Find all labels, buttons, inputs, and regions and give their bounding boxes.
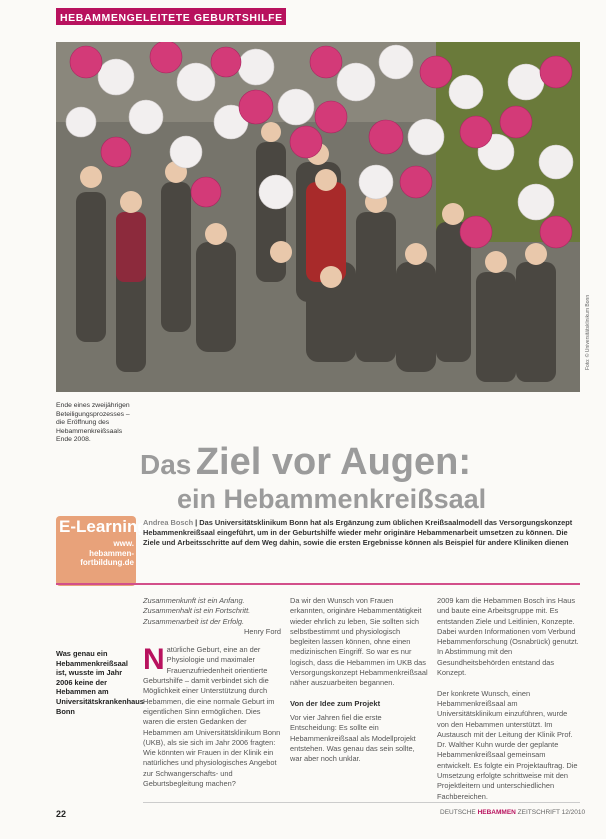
- dropcap-letter: N: [143, 643, 165, 677]
- title-word-das: Das: [140, 449, 192, 480]
- sidebar-teaser: Was genau ein Hebammenkreißsaal ist, wusste im Jahr 2006 keine der Hebammen am Universitätskrankenhaus Bonn: [56, 649, 144, 716]
- footer-divider: [143, 802, 580, 803]
- column-3-body: 2009 kam die Hebammen Bosch ins Haus und baute eine Arbeitsgruppe mit. Es entstanden Ziele und Leitlinien, Konzepte. Dabei wurden Informationen vom Verbund Hebammenforschung (Osnabrück) genutzt. In Abstimmung mit den Gesundheitsbehörden entstand das Konzept. Der konkrete Wunsch, einen Hebammenkreißsaal am Universitätsklinikum einzuführen, wurde von den Hebammen unterstützt. Im Austausch mit der Leitung der Klinik Prof. Dr. Walther Kuhn wurde der geplante Hebammenkreißsaal gemeinsam entwickelt. Es folgte ein Projektauftrag. Die Umsetzung erfolgte schrittweise mit den Projektleitern und unterschiedlichen Fachbereichen.: [437, 596, 579, 801]
- intro-text: | Das Universitätsklinikum Bonn hat als Ergänzung zum üblichen Kreißsaalmodell das Versorgungskonzept Hebammenkreißsaal eingeführt, um in der Geburtshilfe wieder mehr originäre Hebammenarbeit umsetzen zu können. Die Ziele und Arbeitsschritte auf dem Weg dahin, sowie die ersten Ergebnisse können als Beispiel für andere Kliniken dienen: [143, 518, 573, 548]
- opening-quote: Zusammenkunft ist ein Anfang. Zusammenhalt ist ein Fortschritt. Zusammenarbeit ist der Erfolg.: [143, 596, 251, 626]
- elearning-title: E-Learning:: [59, 517, 154, 536]
- group-photo-illustration: [56, 42, 580, 392]
- group-photo: [56, 42, 580, 392]
- text-column-2: [290, 596, 428, 764]
- page-number: 22: [56, 809, 67, 819]
- text-column-1: [143, 596, 281, 789]
- photo-caption: Ende eines zweijährigen Beteiligungsprozesses – die Eröffnung des Hebammenkreißsaals Ende 2008.: [56, 402, 130, 444]
- quote-author: Henry Ford: [244, 626, 281, 636]
- elearning-url: www. hebammen- fortbildung.de: [80, 539, 134, 567]
- section-header: [56, 8, 286, 25]
- column-2-body-continued: Vor vier Jahren fiel die erste Entscheidung: Es sollte ein Hebammenkreißsaal als Modellprojekt entstehen. Was genau das sein sollte, war aber noch unklar.: [290, 712, 416, 764]
- article-intro: [143, 518, 580, 549]
- article-title-line1: [140, 441, 471, 484]
- text-column-3: [437, 596, 579, 802]
- elearning-badge: [56, 516, 154, 586]
- column-2-body: Da wir den Wunsch von Frauen erkannten, originäre Hebammentätigkeit wieder ehrlich zu leben, Sie sollten sich selbstbestimmt und physiologisch begleiten lassen können, ohne einen medizinischen Eingriff. So war es nur logisch, dass die Hebammen im UKB das Versorgungskonzept Hebammenkreißsaal näher auszuarbeiten begannen.: [290, 596, 428, 688]
- photo-credit: Foto: © Universitätsklinikum Bonn: [585, 294, 591, 370]
- article-author: Andrea Bosch: [143, 518, 194, 527]
- subheading-idea-project: Von der Idee zum Projekt: [290, 698, 381, 708]
- divider-line: [56, 583, 580, 585]
- section-label: HEBAMMENGELEITETE GEBURTSHILFE: [60, 12, 283, 24]
- title-main: Ziel vor Augen:: [195, 441, 471, 483]
- column-1-body: atürliche Geburt, eine an der Physiologie und maximaler Frauenzufriedenheit orientierte Geburtshilfe – damit verbindet sich die Möglichkeit einer Unterstützung durch Hebammen, die eine normale Geburt im eigentlichen Sinn ermöglichen. Dies waren die ersten Gedanken der Hebammen am Universitätsklinikum Bonn (UKB), als sie sich im Jahr 2006 fragten: Wie könnten wir Frauen in der Klinik ein natürliches und physiologisches Angebot zur Schwangerschafts- und Geburtsbegleitung machen?: [143, 645, 281, 789]
- article-title-line2: ein Hebammenkreißsaal: [177, 484, 487, 514]
- magazine-footer: DEUTSCHE HEBAMMEN ZEITSCHRIFT 12/2010: [440, 809, 586, 816]
